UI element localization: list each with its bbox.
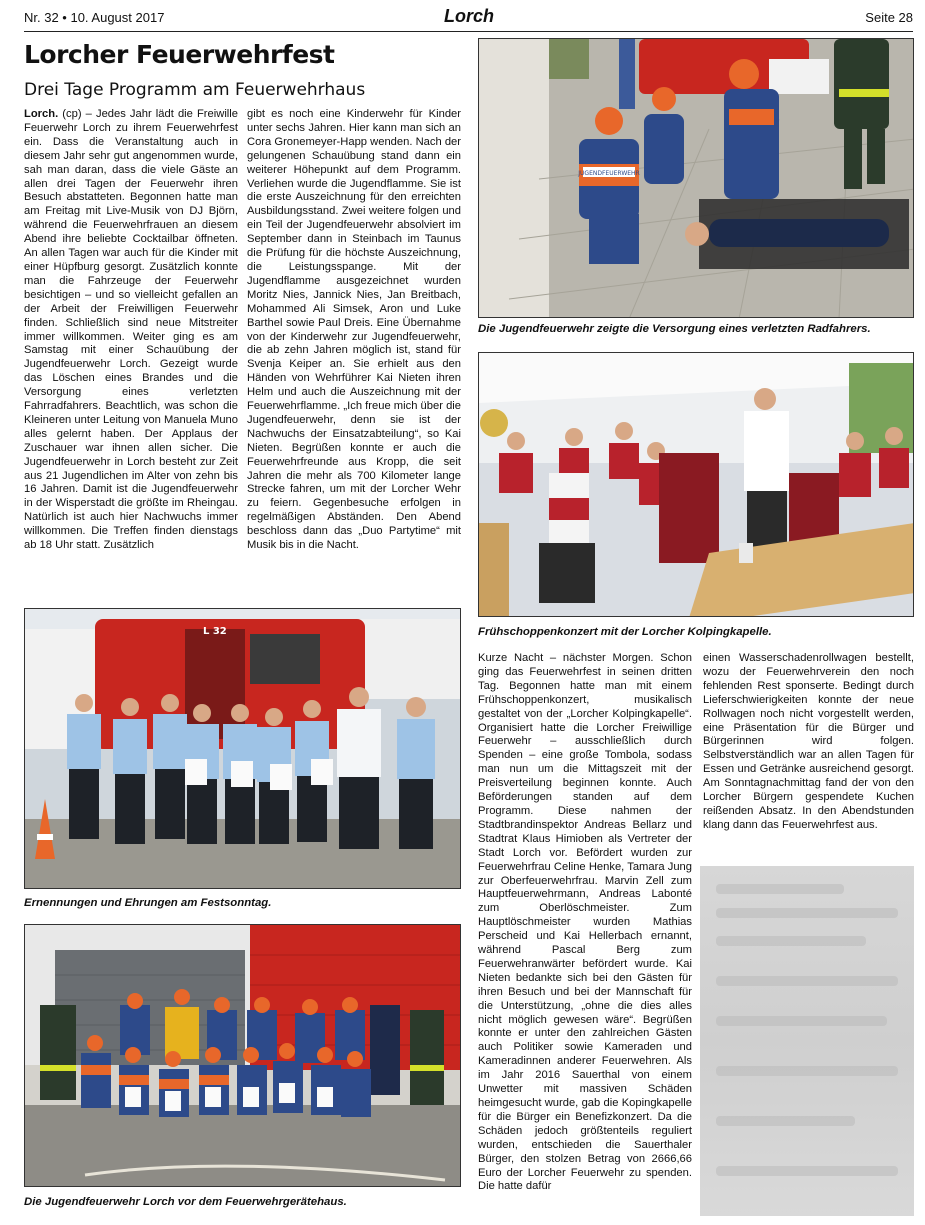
article-column-1 xyxy=(24,108,238,598)
blurred-advertisement xyxy=(700,866,914,1216)
photo-first-aid-caption: Die Jugendfeuerwehr zeigte die Versorgung eines verletzten Radfahrers. xyxy=(478,323,871,335)
youth-brigade-scene xyxy=(25,925,461,1187)
header-rule xyxy=(24,31,913,32)
concert-scene xyxy=(479,353,914,617)
column-2-text: gibt es noch eine Kinderwehr für Kinder unter sechs Jahren. Hier kann man sich an Cora Gronemeyer-Happ wenden. Nach der gelungenen Schauübung stand dann ein weiterer Höhepunkt auf dem Programm. Verliehen wurde die Jugendflamme. Sie ist die erste Auszeichnung für den erreichten Ausbildungsstand. Zwei weitere folgen und ein Teil der Jugendfeuerwehr absolviert im September dann in Steinbach im Taunus die Prüfung für die höchste Auszeichnung, die Leistungsspange. Mit der Jugendflamme ausgezeichnet wurden Moritz Nies, Jannick Nies, Jan Breitbach, Mohammed Ali Simsek, Aron und Luke Barthel sowie Paul Dreis. Eine Übernahme von der Kinderwehr zur Jugendfeuerwehr, die ab zehn Jahren möglich ist, stand für Svenja Keiper an. Sie erhielt aus den Händen von Wehrführer Kai Nieten ihren Helm und auch die Auszeichnung mit der Feuerwehrflamme. „Ich freue mich über die Jugendfeuerwehr, denn sie ist der Nachwuchs der Einsatzabteilung“, so Kai Nieten. Begrüßen konnte er auch die Feuerwehrfreunde aus Kropp, die seit Jahren die mehr als 700 Kilometer lange Strecke fahren, um mit der Lorcher Wehr zu feiern. Gegenbesuche erfolgen in regelmäßigen Abständen. Den Abend beschloss dann das „Duo Partytime“ mit Musik bis in die Nacht. xyxy=(247,108,461,552)
photo-youth-brigade xyxy=(24,924,461,1187)
section-name: Lorch xyxy=(444,6,495,26)
page-header xyxy=(24,6,913,30)
column-1-text: (cp) – Jedes Jahr lädt die Freiwille Feuerwehr Lorch zu ihrem Feuerwehrfest ein. Dass die Veranstaltung auch in diesem Jahr sehr gut angenommen wurde, sah man daran, dass die viele Gäste an allen drei Tagen der Feuerwehr ihren Besuch abstatteten. Begonnen hatte man am Freitag mit Live-Musik von DJ Björn, während die Feuerwehrfrauen an diesem Abend ihre beliebte Cocktailbar öffneten. An allen Tagen war auch für die Kinder mit einer Hüpfburg gesorgt. Zusätzlich konnte man die Fahrzeuge der Feuerwehr besichtigen – und so vielleicht gefallen an der Arbeit der Freiwilligen Feuerwehr finden. Schließlich sind neue Mitstreiter immer willkommen. Weiter ging es am Samstag mit einer Schauübung der Jugendfeuerwehr Lorch. Gezeigt wurde das Löschen eines Brandes und die Versorgung eines verletzten Fahrradfahrers. Beachtlich, was schon die Kleineren unter Leitung von Manuela Muno alles gelernt haben. Der Applaus der Zuschauer war ihnen allen sicher. Die Jugendfeuerwehr in Lorch besteht zur Zeit aus 21 Jugendlichen im Alter von zehn bis 16 Jahren. Damit ist die Jugendfeuerwehr in der Wisperstadt die größte im Rheingau. Natürlich ist auch hier Nachwuchs immer willkommen. Die Treffen finden dienstags ab 18 Uhr statt. Zusätzlich xyxy=(24,108,238,552)
honours-scene xyxy=(25,609,461,889)
first-aid-scene xyxy=(479,39,914,318)
photo-concert xyxy=(478,352,914,617)
photo-honours xyxy=(24,608,461,889)
column-3-text: Kurze Nacht – nächster Morgen. Schon ging das Feuerwehrfest in seinen dritten Tag. Begonnen hatte man mit einem Frühschoppenkonzert, musikalisch gestaltet von der „Lorcher Kolpingkapelle“. Organisiert hatte die Lorcher Freiwillige Feuerwehr – ausschließlich durch Spenden – eine große Tombola, sodass man nun um die Mittagszeit mit der Preisverteilung beginnen konnte. Auch Beförderungen standen auf dem Programm. Diese nahmen der Stadtbrandinspektor Andreas Bellarz und Stadtrat Klaus Himioben als Vertreter der Stadt Lorch vor. Befördert wurden zur Feuerwehrfrau Celine Henke, Tamara Jung zur Oberfeuerwehrfrau. Marvin Zell zum Hauptfeuerwehrmann, Andreas Labonté zum Oberlöschmeister. Zum Hauptlöschmeister wurden Mathias Perscheid und Kai Hellerbach ernannt, während Pascal Berg zum Feuerwehranwärter befördert wurde. Kai Nieten bedankte sich bei den Gästen für ihren Besuch und bei der Mannschaft für die Unterstützung, „ohne die dies alles nicht möglich gewesen wäre“. Begrüßen konnte er unter den zahlreichen Gästen auch Politiker sowie Kameraden und Kameradinnen anderer Feuerwehren. Als im Jahr 2016 Sauerthal von einem Unwetter mit massiven Schäden heimgesucht wurde, gab die Kopingkapelle für die Bürger ein Benefizkonzert. Da die Schäden jedoch größtenteils reguliert wurden, entschieden die Sauerthaler Bürger, den stolzen Betrag von 2666,66 Euro der Lorcher Feuerwehr zu spenden. Die hatte dafür xyxy=(478,652,692,1193)
photo-youth-brigade-caption: Die Jugendfeuerwehr Lorch vor dem Feuerwehrgerätehaus. xyxy=(24,1196,347,1208)
article-column-4 xyxy=(703,652,914,862)
column-4-text: einen Wasserschadenrollwagen bestellt, wozu der Feuerwehrverein den noch fehlenden Rest sponserte. Bedingt durch Lieferschwierigkeiten konnte der neue Rollwagen noch nicht vorgestellt werden, eine Präsentation für die Bürger und Bürgerinnen wird folgen. Selbstverständlich war an allen Tagen für Essen und Getränke ausreichend gesorgt. Am Sonntagnachmittag fand der von den Lorcher Bürgern gespendete Kuchen reißenden Absatz. In den Abendstunden klang dann das Feuerwehrfest aus. xyxy=(703,652,914,831)
dateline: Lorch. xyxy=(24,108,59,120)
article-title: Lorcher Feuerwehrfest xyxy=(24,40,335,69)
issue-info: Nr. 32 • 10. August 2017 xyxy=(24,10,165,25)
page-number: Seite 28 xyxy=(865,10,913,25)
article-subtitle: Drei Tage Programm am Feuerwehrhaus xyxy=(24,80,366,100)
photo-first-aid xyxy=(478,38,914,318)
vest-label: JUGENDFEUERWEHR xyxy=(578,170,640,177)
photo-concert-caption: Frühschoppenkonzert mit der Lorcher Kolpingkapelle. xyxy=(478,626,772,638)
article-column-2 xyxy=(247,108,461,598)
truck-number: L 32 xyxy=(203,626,227,637)
article-column-3 xyxy=(478,652,692,1212)
photo-honours-caption: Ernennungen und Ehrungen am Festsonntag. xyxy=(24,897,272,909)
